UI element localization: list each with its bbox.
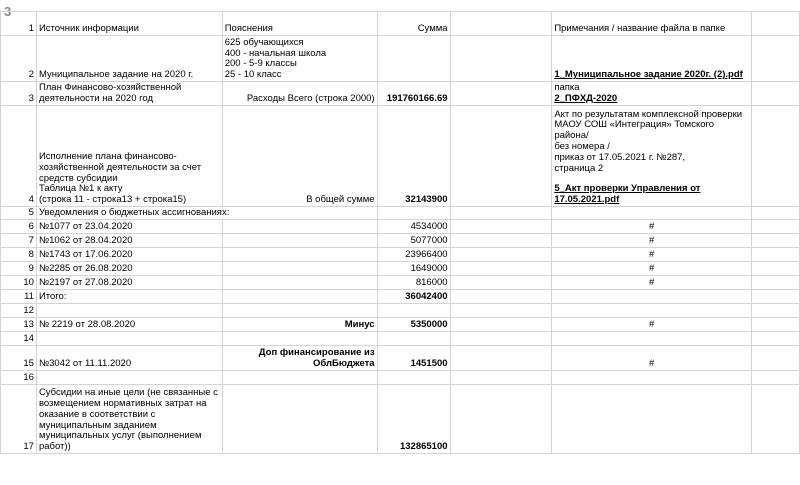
table-row: [1, 106, 800, 207]
empty-cell[interactable]: [752, 36, 800, 82]
notes-cell[interactable]: [552, 304, 752, 318]
notes-cell[interactable]: #: [552, 248, 752, 262]
sum-cell[interactable]: 36042400: [377, 290, 450, 304]
source-cell[interactable]: №2285 от 26.08.2020: [36, 262, 222, 276]
page-number: 3: [4, 4, 12, 19]
empty-cell[interactable]: [752, 207, 800, 220]
source-cell[interactable]: [36, 304, 222, 318]
sum-cell[interactable]: 23966400: [377, 248, 450, 262]
row-number[interactable]: 11: [1, 290, 37, 304]
source-cell[interactable]: Исполнение плана финансово- хозяйственной деятельности за счет средств субсидии Таблица №1 к акту (строка 11 - строка13 + строка15): [36, 106, 222, 207]
header-source[interactable]: Источник информации: [36, 12, 222, 36]
notes-cell[interactable]: [552, 106, 752, 207]
empty-cell[interactable]: [752, 248, 800, 262]
notes-cell[interactable]: #: [552, 262, 752, 276]
notes-text: Акт по результатам комплексной проверки МАОУ СОШ «Интеграция» Томского района/ без номера / приказ от 17.05.2021 г. №287, страница 2: [554, 108, 743, 174]
spreadsheet-table: [0, 11, 800, 454]
source-cell[interactable]: №1062 от 28.04.2020: [36, 234, 222, 248]
table-row: [1, 290, 800, 304]
notes-cell[interactable]: #: [552, 220, 752, 234]
empty-cell[interactable]: [752, 304, 800, 318]
table-row: [1, 332, 800, 346]
empty-cell[interactable]: [752, 346, 800, 371]
sum-cell[interactable]: 132865100: [377, 385, 450, 454]
table-row: [1, 220, 800, 234]
row-number[interactable]: 12: [1, 304, 37, 318]
empty-cell[interactable]: [752, 290, 800, 304]
row-number[interactable]: 4: [1, 106, 37, 207]
notes-cell[interactable]: 1_Муниципальное задание 2020г. (2).pdf: [552, 36, 752, 82]
row-number[interactable]: 6: [1, 220, 37, 234]
sum-cell[interactable]: [377, 332, 450, 346]
sum-cell[interactable]: 4534000: [377, 220, 450, 234]
explanation-cell[interactable]: [222, 290, 377, 304]
row-number[interactable]: 15: [1, 346, 37, 371]
empty-cell[interactable]: [450, 248, 552, 262]
empty-cell[interactable]: [752, 262, 800, 276]
table-row: [1, 346, 800, 371]
notes-cell[interactable]: #: [552, 234, 752, 248]
source-cell[interactable]: №1077 от 23.04.2020: [36, 220, 222, 234]
table-row: [1, 318, 800, 332]
empty-cell[interactable]: [752, 276, 800, 290]
empty-cell[interactable]: [450, 385, 552, 454]
row-number[interactable]: 14: [1, 332, 37, 346]
table-row: [1, 248, 800, 262]
row-number[interactable]: 7: [1, 234, 37, 248]
row-number[interactable]: 1: [1, 12, 37, 36]
empty-cell[interactable]: [752, 220, 800, 234]
empty-cell[interactable]: [450, 276, 552, 290]
empty-cell[interactable]: [450, 290, 552, 304]
row-number[interactable]: 10: [1, 276, 37, 290]
source-cell[interactable]: №3042 от 11.11.2020: [36, 346, 222, 371]
notes-cell[interactable]: [552, 82, 752, 106]
header-explanation[interactable]: Пояснения: [222, 12, 377, 36]
explanation-cell[interactable]: Минус: [222, 318, 377, 332]
row-number[interactable]: 13: [1, 318, 37, 332]
sum-cell[interactable]: [377, 304, 450, 318]
notes-prefix: папка: [554, 82, 580, 94]
source-cell[interactable]: №1743 от 17.06.2020: [36, 248, 222, 262]
table-row: [1, 36, 800, 82]
explanation-cell[interactable]: [222, 371, 377, 385]
row-number[interactable]: 17: [1, 385, 37, 454]
notes-cell[interactable]: [552, 371, 752, 385]
source-cell[interactable]: № 2219 от 28.08.2020: [36, 318, 222, 332]
empty-cell[interactable]: [450, 12, 552, 36]
notes-file: 2_ПФХД-2020: [554, 93, 618, 105]
empty-cell[interactable]: [450, 332, 552, 346]
table-row: [1, 82, 800, 106]
header-row: [1, 12, 800, 36]
notes-cell[interactable]: [552, 290, 752, 304]
header-sum[interactable]: Сумма: [377, 12, 450, 36]
sum-cell[interactable]: [377, 207, 450, 220]
notes-cell[interactable]: #: [552, 318, 752, 332]
sum-cell[interactable]: 1649000: [377, 262, 450, 276]
explanation-cell[interactable]: Расходы Всего (строка 2000): [222, 82, 377, 106]
empty-cell[interactable]: [450, 371, 552, 385]
sum-cell[interactable]: 816000: [377, 276, 450, 290]
source-cell[interactable]: Субсидии на иные цели (не связанные с возмещением нормативных затрат на оказание в соответствии с муниципальным заданием муниципальных услуг (выполнением работ)): [36, 385, 222, 454]
row-number[interactable]: 3: [1, 82, 37, 106]
table-row: [1, 234, 800, 248]
table-row: [1, 207, 800, 220]
source-cell[interactable]: Уведомления о бюджетных ассигнованиях:: [36, 207, 377, 220]
empty-cell[interactable]: [450, 262, 552, 276]
sum-cell[interactable]: 1451500: [377, 346, 450, 371]
empty-cell[interactable]: [450, 346, 552, 371]
empty-cell[interactable]: [752, 12, 800, 36]
empty-cell[interactable]: [752, 371, 800, 385]
source-cell[interactable]: План Финансово-хозяйственной деятельности на 2020 год: [36, 82, 222, 106]
table-row: [1, 262, 800, 276]
row-number[interactable]: 2: [1, 36, 37, 82]
sum-cell[interactable]: 5350000: [377, 318, 450, 332]
notes-cell[interactable]: [552, 207, 752, 220]
sum-cell[interactable]: [377, 371, 450, 385]
empty-cell[interactable]: [450, 318, 552, 332]
empty-cell[interactable]: [752, 106, 800, 207]
row-number[interactable]: 5: [1, 207, 37, 220]
empty-cell[interactable]: [450, 234, 552, 248]
row-number[interactable]: 9: [1, 262, 37, 276]
explanation-cell[interactable]: [222, 276, 377, 290]
explanation-cell[interactable]: [222, 220, 377, 234]
explanation-cell[interactable]: [222, 234, 377, 248]
empty-cell[interactable]: [752, 234, 800, 248]
explanation-cell[interactable]: [222, 304, 377, 318]
header-notes[interactable]: Примечания / название файла в папке: [552, 12, 752, 36]
empty-cell[interactable]: [450, 36, 552, 82]
empty-cell[interactable]: [450, 82, 552, 106]
empty-cell[interactable]: [450, 304, 552, 318]
row-number[interactable]: 16: [1, 371, 37, 385]
sum-cell[interactable]: 5077000: [377, 234, 450, 248]
table-row: [1, 304, 800, 318]
empty-cell[interactable]: [450, 106, 552, 207]
explanation-cell[interactable]: [222, 248, 377, 262]
empty-cell[interactable]: [450, 220, 552, 234]
table-row: [1, 371, 800, 385]
table-row: [1, 385, 800, 454]
explanation-cell[interactable]: [222, 385, 377, 454]
empty-cell[interactable]: [450, 207, 552, 220]
table-row: [1, 276, 800, 290]
empty-cell[interactable]: [752, 385, 800, 454]
empty-cell[interactable]: [752, 82, 800, 106]
source-cell[interactable]: [36, 332, 222, 346]
explanation-cell[interactable]: [222, 262, 377, 276]
sum-cell[interactable]: 191760166.69: [377, 82, 450, 106]
explanation-cell[interactable]: Доп финансирование из ОблБюджета: [222, 346, 377, 371]
explanation-cell[interactable]: В общей сумме: [222, 106, 377, 207]
empty-cell[interactable]: [752, 332, 800, 346]
notes-cell[interactable]: [552, 332, 752, 346]
sum-cell[interactable]: [377, 36, 450, 82]
sum-cell[interactable]: 32143900: [377, 106, 450, 207]
source-cell[interactable]: [36, 371, 222, 385]
row-number[interactable]: 8: [1, 248, 37, 262]
source-cell[interactable]: №2197 от 27.08.2020: [36, 276, 222, 290]
source-cell[interactable]: Итого:: [36, 290, 222, 304]
source-cell[interactable]: Муниципальное задание на 2020 г.: [36, 36, 222, 82]
explanation-cell[interactable]: 625 обучающихся 400 - начальная школа 200 - 5-9 классы 25 - 10 класс: [222, 36, 377, 82]
notes-cell[interactable]: #: [552, 346, 752, 371]
notes-cell[interactable]: [552, 385, 752, 454]
notes-cell[interactable]: #: [552, 276, 752, 290]
explanation-cell[interactable]: [222, 332, 377, 346]
empty-cell[interactable]: [752, 318, 800, 332]
notes-file: 5_Акт проверки Управления от 17.05.2021.pdf: [554, 183, 701, 206]
